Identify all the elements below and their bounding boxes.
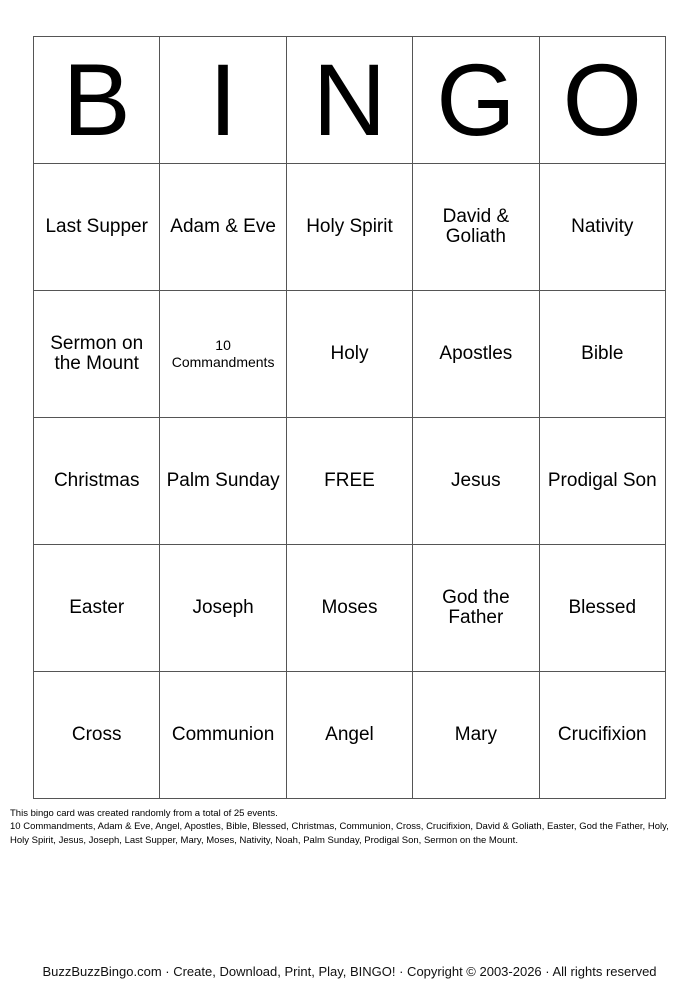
- footnote-event-list: 10 Commandments, Adam & Eve, Angel, Apostles, Bible, Blessed, Christmas, Communion, Cross, Crucifixion, David & Goliath, Easter, God the Father, Holy, Holy Spirit, Jesus, Joseph, Last Supper, Mary, Moses, Nativity, Noah, Palm Sunday, Prodigal Son, Sermon on the Mount.: [10, 821, 669, 846]
- grid-cell: Easter: [34, 545, 160, 672]
- header-letter-i: I: [160, 37, 286, 164]
- grid-cell: Cross: [34, 672, 160, 799]
- grid-row-1: [34, 164, 666, 291]
- footnote-summary: This bingo card was created randomly from a total of 25 events.: [10, 808, 278, 819]
- header-row: [34, 37, 666, 164]
- free-space-cell: FREE: [286, 418, 412, 545]
- grid-cell: God the Father: [413, 545, 539, 672]
- grid-cell: Crucifixion: [539, 672, 665, 799]
- site-footer: BuzzBuzzBingo.com · Create, Download, Print, Play, BINGO! · Copyright © 2003-2026 · All rights reserved: [42, 964, 657, 979]
- grid-cell: Holy: [286, 291, 412, 418]
- grid-cell: Bible: [539, 291, 665, 418]
- grid-cell: Christmas: [34, 418, 160, 545]
- grid-cell: Jesus: [413, 418, 539, 545]
- header-letter-n: N: [286, 37, 412, 164]
- grid-cell: Holy Spirit: [286, 164, 412, 291]
- grid-cell: Adam & Eve: [160, 164, 286, 291]
- grid-cell: Last Supper: [34, 164, 160, 291]
- header-letter-g: G: [413, 37, 539, 164]
- header-letter-o: O: [539, 37, 665, 164]
- header-letter-b: B: [34, 37, 160, 164]
- grid-cell: Blessed: [539, 545, 665, 672]
- grid-row-2: [34, 291, 666, 418]
- grid-cell: Palm Sunday: [160, 418, 286, 545]
- grid-cell: David & Goliath: [413, 164, 539, 291]
- grid-cell: Prodigal Son: [539, 418, 665, 545]
- grid-cell: Mary: [413, 672, 539, 799]
- grid-row-5: [34, 672, 666, 799]
- grid-row-3: [34, 418, 666, 545]
- grid-cell: Angel: [286, 672, 412, 799]
- grid-cell: Joseph: [160, 545, 286, 672]
- grid-cell: 10 Commandments: [160, 291, 286, 418]
- bingo-card: [33, 36, 666, 799]
- grid-cell: Nativity: [539, 164, 665, 291]
- card-footnote: [10, 807, 690, 847]
- grid-cell: Moses: [286, 545, 412, 672]
- grid-row-4: [34, 545, 666, 672]
- grid-cell: Communion: [160, 672, 286, 799]
- grid-cell: Apostles: [413, 291, 539, 418]
- grid-cell: Sermon on the Mount: [34, 291, 160, 418]
